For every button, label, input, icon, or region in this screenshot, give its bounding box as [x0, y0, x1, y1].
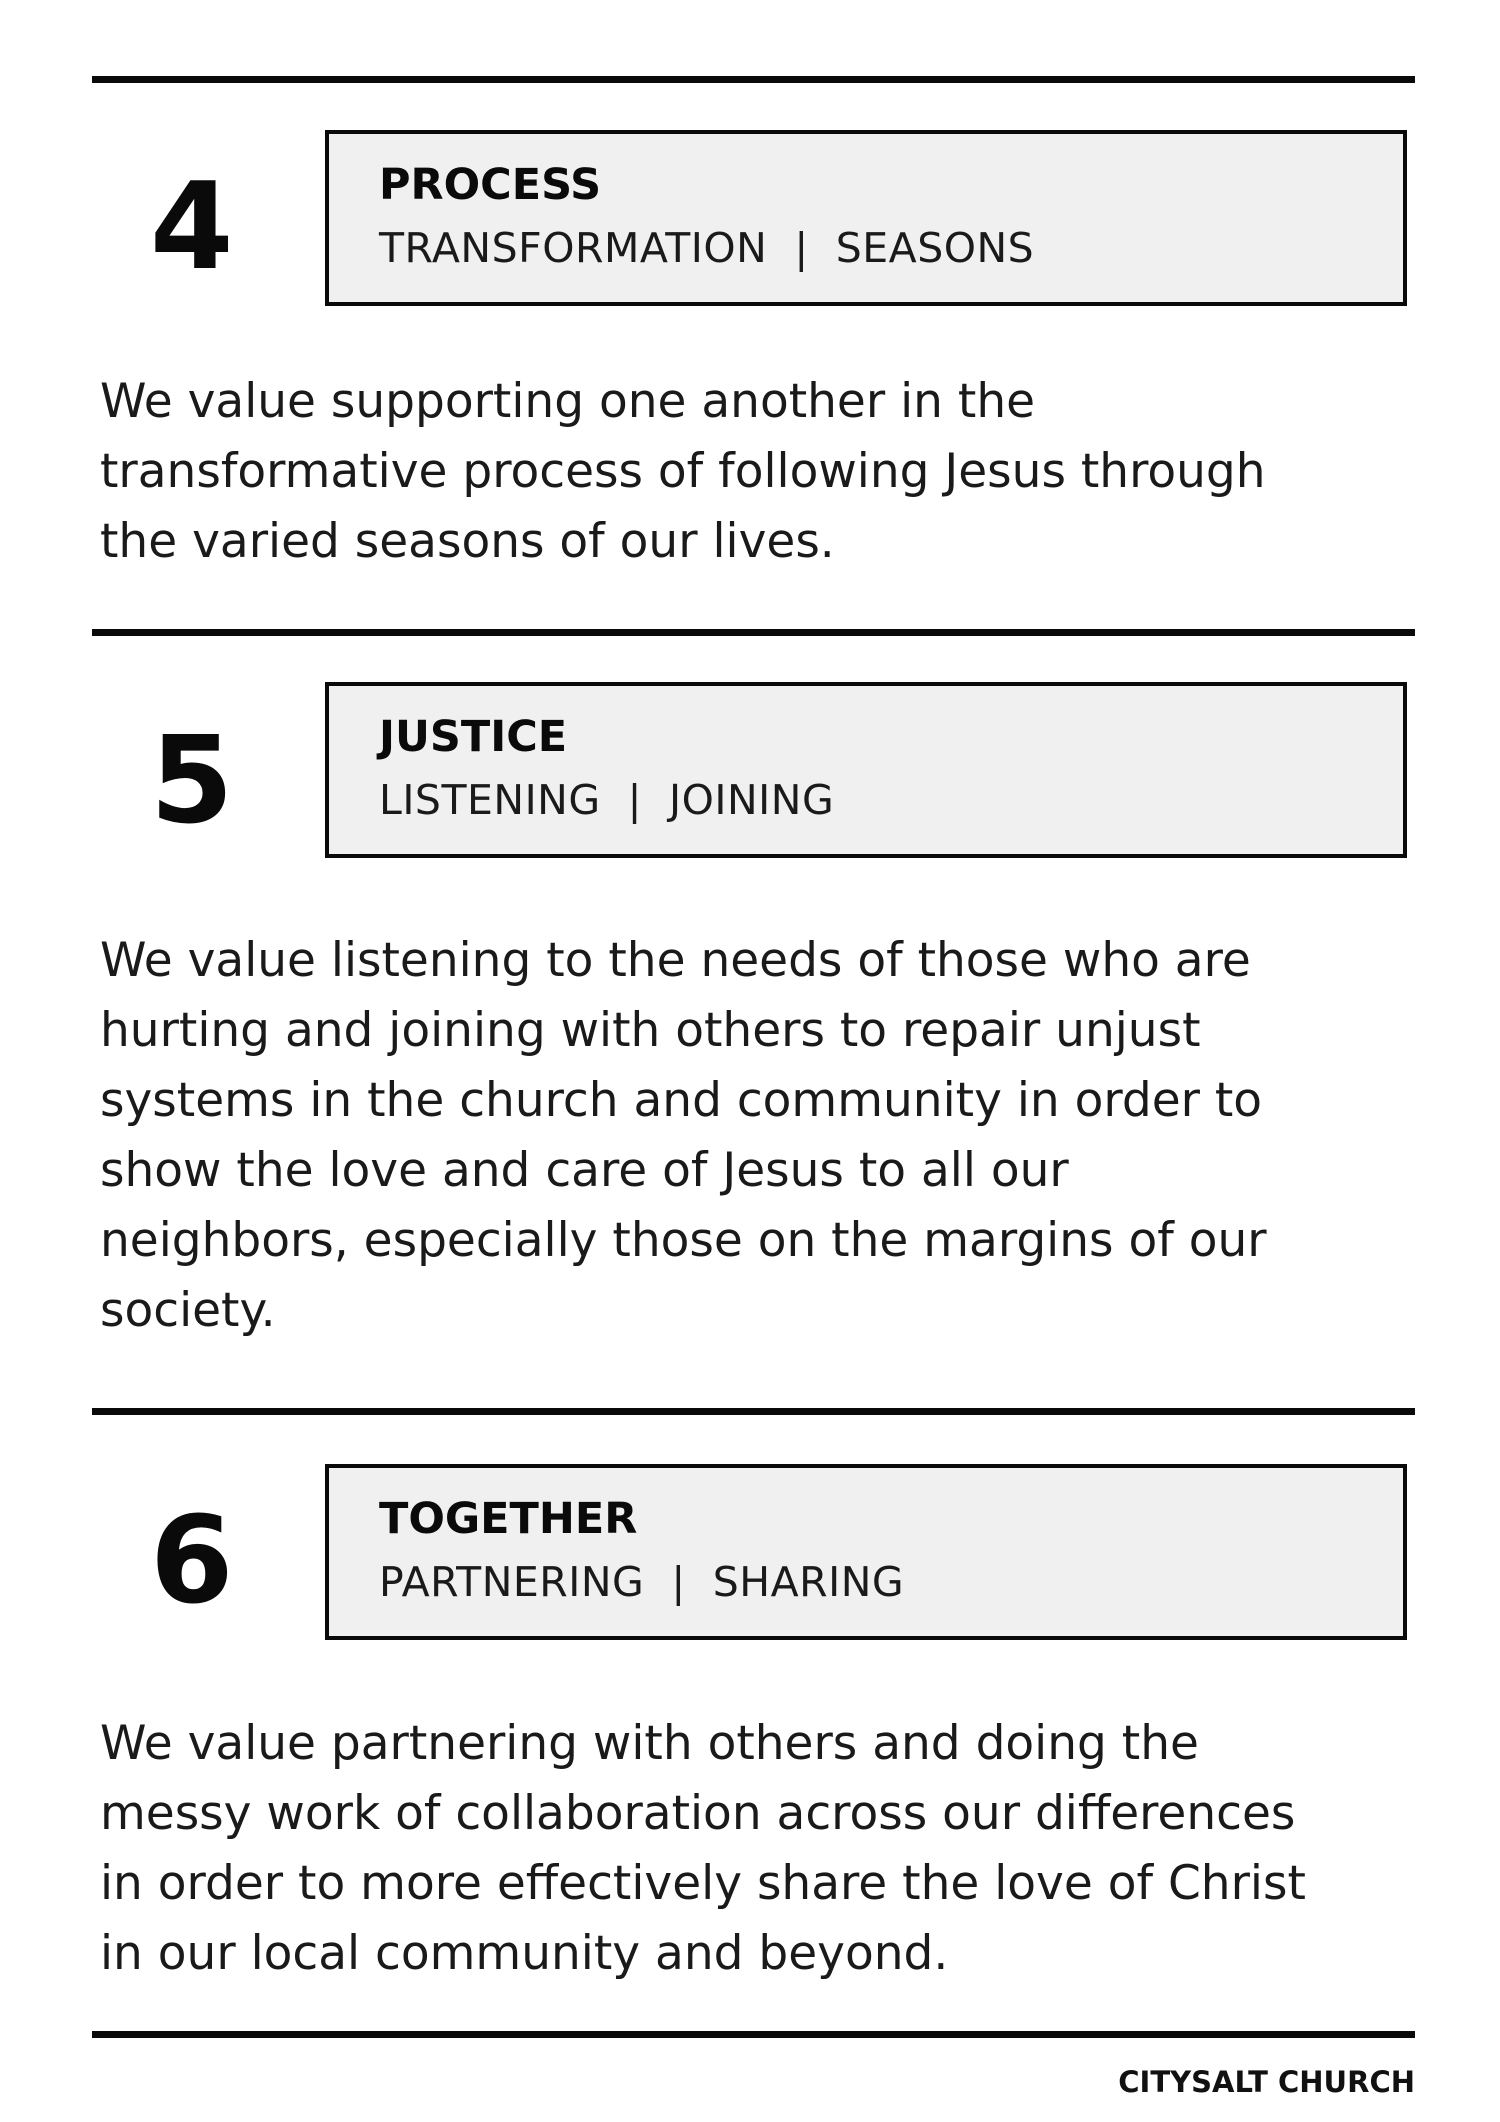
- value-title: TOGETHER: [379, 1494, 638, 1544]
- value-title: JUSTICE: [379, 712, 568, 762]
- value-title: PROCESS: [379, 160, 602, 210]
- value-description: We value listening to the needs of those who are hurting and joining with others to repair unjust systems in the church and community in order to show the love and care of Jesus to all our neighbors, especially those on the margins of our society.: [100, 933, 1267, 1338]
- section-divider: [92, 76, 1415, 83]
- value-number: 4: [150, 158, 232, 297]
- value-number: 6: [150, 1492, 232, 1631]
- value-heading-box: [325, 130, 1407, 306]
- footer-divider: [92, 2031, 1415, 2038]
- section-divider: [92, 629, 1415, 636]
- value-heading-box: [325, 682, 1407, 858]
- value-description: We value supporting one another in the transformative process of following Jesus through the varied seasons of our lives.: [100, 374, 1266, 569]
- value-subtitle: PARTNERING | SHARING: [379, 1558, 905, 1606]
- church-name: CITYSALT CHURCH: [1118, 2065, 1415, 2099]
- section-divider: [92, 1408, 1415, 1415]
- value-subtitle: LISTENING | JOINING: [379, 776, 835, 824]
- value-description: We value partnering with others and doing the messy work of collaboration across our differences in order to more effectively share the love of Christ in our local community and beyond.: [100, 1716, 1306, 1981]
- value-number: 5: [150, 712, 232, 851]
- value-heading-box: [325, 1464, 1407, 1640]
- value-subtitle: TRANSFORMATION | SEASONS: [379, 224, 1035, 272]
